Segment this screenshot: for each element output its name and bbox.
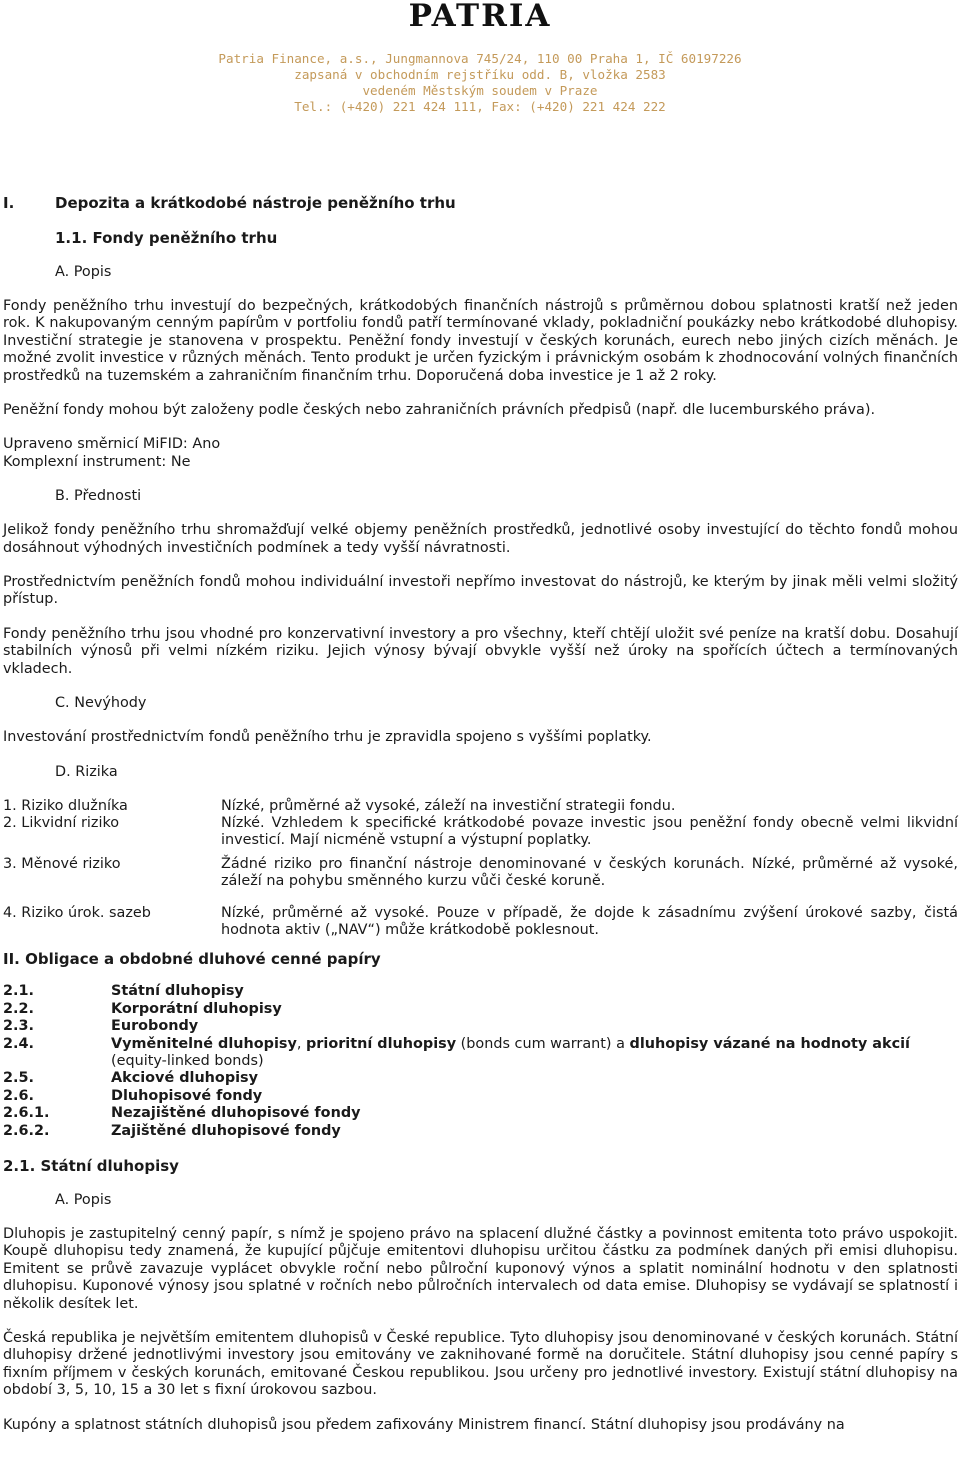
outline-title-mixed <box>111 1036 958 1071</box>
paragraph-prednosti-2: Prostřednictvím peněžních fondů mohou individuální investoři nepřímo investovat do nástrojů, ke kterým by jinak měli velmi složitý přístup. <box>3 574 958 608</box>
heading-nevyhody: C. Nevýhody <box>55 695 147 712</box>
outline-item <box>3 983 958 1000</box>
outline-item <box>3 1123 958 1140</box>
risk-text: Nízké, průměrné až vysoké. Pouze v případě, že dojde k zásadnímu zvýšení úrokové sazby, čistá hodnota aktiv („NAV“) může krátkodobě poklesnout. <box>221 904 958 938</box>
risk-label: 2. Likvidní riziko <box>3 814 120 831</box>
letterhead-line-court: vedeném Městským soudem v Praze <box>362 83 598 98</box>
section-heading-1 <box>3 194 958 212</box>
risk-label: 1. Riziko dlužníka <box>3 797 128 814</box>
letterhead-line-contact: Tel.: (+420) 221 424 111, Fax: (+420) 221 424 222 <box>294 99 666 114</box>
heading-rizika: D. Rizika <box>55 763 118 780</box>
outline-item <box>3 1070 958 1087</box>
outline-title-part: dluhopisy vázané na hodnoty akcií <box>629 1035 910 1052</box>
outline-number: 2.4. <box>3 1035 34 1052</box>
complex-instrument-line: Komplexní instrument: Ne <box>3 453 191 470</box>
outline-title: Akciové dluhopisy <box>111 1070 258 1087</box>
paragraph-kupony: Kupóny a splatnost státních dluhopisů jsou předem zafixovány Ministrem financí. Státní dluhopisy jsou prodávány na <box>3 1416 845 1433</box>
section-title: Depozita a krátkodobé nástroje peněžního trhu <box>55 194 456 212</box>
letterhead <box>0 51 960 115</box>
risk-text: Nízké. Vzhledem k specifické krátkodobé povaze investic jsou peněžní fondy obecně velmi likvidní investicí. Mají nicméně vstupní a výstupní poplatky. <box>221 814 958 849</box>
document-body <box>3 194 958 1434</box>
outline-number: 2.3. <box>3 1018 34 1035</box>
risk-text: Nízké, průměrné až vysoké, záleží na investiční strategii fondu. <box>221 797 676 814</box>
heading-popis-2: A. Popis <box>55 1192 112 1208</box>
outline-item <box>3 1018 958 1035</box>
paragraph-legal: Peněžní fondy mohou být založeny podle českých nebo zahraničních právních předpisů (např. dle lucemburského práva). <box>3 402 876 419</box>
risk-label: 3. Měnové riziko <box>3 855 121 872</box>
subsection-heading-2-1: 2.1. Státní dluhopisy <box>3 1157 179 1175</box>
outline-number: 2.5. <box>3 1070 34 1087</box>
section-outline <box>3 983 958 1140</box>
mifid-line: Upraveno směrnicí MiFID: Ano <box>3 436 221 453</box>
outline-title-part: prioritní dluhopisy <box>305 1035 457 1052</box>
outline-title: Zajištěné dluhopisové fondy <box>111 1122 341 1139</box>
patria-logo: PATRIA <box>408 0 552 34</box>
subsection-heading: 1.1. Fondy peněžního trhu <box>55 229 278 247</box>
risk-text: Žádné riziko pro finanční nástroje denominované v českých korunách. Nízké, průměrné až vysoké, záleží na pohybu směnného kurzu vůči české koruně. <box>221 855 958 890</box>
outline-number: 2.2. <box>3 1000 34 1017</box>
paragraph-cr: Česká republika je největším emitentem dluhopisů v České republice. Tyto dluhopisy jsou denominované v českých korunách. Státní dluhopisy držené jednotlivými investory jsou emitovány ve zaknihované formě na doručitele. Státní dluhopisy jsou cenné papíry s fixním příjmem v českých korunách, emitované Českou republikou. Jsou určeny pro jednotlivé investory. Existují státní dluhopisy na období 3, 5, 10, 15 a 30 let s fixní úrokovou sazbou. <box>3 1330 958 1399</box>
paragraph-popis: Fondy peněžního trhu investují do bezpečných, krátkodobých finančních nástrojů s průměrnou dobou splatnosti kratší než jeden rok. K nakupovaným cenným papírům v portfoliu fondů patří termínované vklady, pokladniční poukázky nebo krátkodobé dluhopisy. Investiční strategie je stanovena v prospektu. Peněžní fondy investují v českých korunách, eurech nebo jiných cizích měnách. Je možné zvolit investice v různých měnách. Tento produkt je určen fyzickým i právnickým osobám k zhodnocování volných finančních prostředků na tuzemském a zahraničním finančním trhu. Doporučená doba investice je 1 až 2 roky. <box>3 298 958 384</box>
outline-title-part: Vyměnitelné dluhopisy <box>111 1035 297 1052</box>
risk-table <box>3 798 958 940</box>
outline-item <box>3 1088 958 1105</box>
risk-row <box>3 856 958 891</box>
risk-row <box>3 798 958 815</box>
outline-title: Korporátní dluhopisy <box>111 1000 282 1017</box>
outline-title: Dluhopisové fondy <box>111 1087 263 1104</box>
outline-title-sep: , <box>296 1035 306 1052</box>
paragraph-dluhopis: Dluhopis je zastupitelný cenný papír, s nímž je spojeno právo na splacení dlužné částky a povinnost emitenta toto právo uspokojit. Koupě dluhopisu tedy znamená, že kupující půjčuje emitentovi dluhopisu určitou částku za podmínek daných při emisi dluhopisu. Emitent se průvě zavazuje vyplácet obvykle roční nebo půlroční kuponový výnos a splatit nominální hodnotu v den splatnosti dluhopisu. Kuponové výnosy jsou splatné v ročních nebo půlročních intervalech od data emise. Dluhopisy se vydávají se splatností i několik desítek let. <box>3 1226 958 1312</box>
heading-prednosti: B. Přednosti <box>55 488 142 505</box>
paragraph-prednosti-3: Fondy peněžního trhu jsou vhodné pro konzervativní investory a pro všechny, kteří chtějí uložit své peníze na kratší dobu. Dosahují stabilních výnosů při velmi nízkém riziku. Jejich výnosy bývají obvykle vyšší než úroky na spořících účtech a termínovaných vkladech. <box>3 625 958 677</box>
outline-item <box>3 1001 958 1018</box>
outline-title-note: (equity-linked bonds) <box>111 1052 264 1069</box>
outline-title: Státní dluhopisy <box>111 983 244 1000</box>
heading-popis: A. Popis <box>55 264 112 280</box>
outline-number: 2.1. <box>3 983 34 1000</box>
outline-item <box>3 1105 958 1122</box>
risk-row <box>3 905 958 940</box>
outline-item <box>3 1036 958 1071</box>
outline-title: Eurobondy <box>111 1018 199 1035</box>
letterhead-line-register: zapsaná v obchodním rejstříku odd. B, vložka 2583 <box>294 67 666 82</box>
outline-title-note: (bonds cum warrant) a <box>456 1035 630 1052</box>
paragraph-prednosti-1: Jelikož fondy peněžního trhu shromažďují velké objemy peněžních prostředků, jednotlivé osoby investující do těchto fondů mohou dosáhnout výhodných investičních podmínek a tedy vyšší návratnosti. <box>3 522 958 556</box>
letterhead-line-address: Patria Finance, a.s., Jungmannova 745/24, 110 00 Praha 1, IČ 60197226 <box>218 51 742 66</box>
section-number: I. <box>3 194 15 212</box>
section-heading-2: II. Obligace a obdobné dluhové cenné papíry <box>3 950 381 969</box>
risk-label: 4. Riziko úrok. sazeb <box>3 904 151 921</box>
paragraph-nevyhody: Investování prostřednictvím fondů peněžního trhu je zpravidla spojeno s vyššími poplatky. <box>3 729 652 746</box>
risk-row <box>3 815 958 850</box>
outline-number: 2.6.2. <box>3 1122 50 1139</box>
outline-number: 2.6.1. <box>3 1105 50 1122</box>
outline-number: 2.6. <box>3 1087 34 1104</box>
outline-title: Nezajištěné dluhopisové fondy <box>111 1105 361 1122</box>
